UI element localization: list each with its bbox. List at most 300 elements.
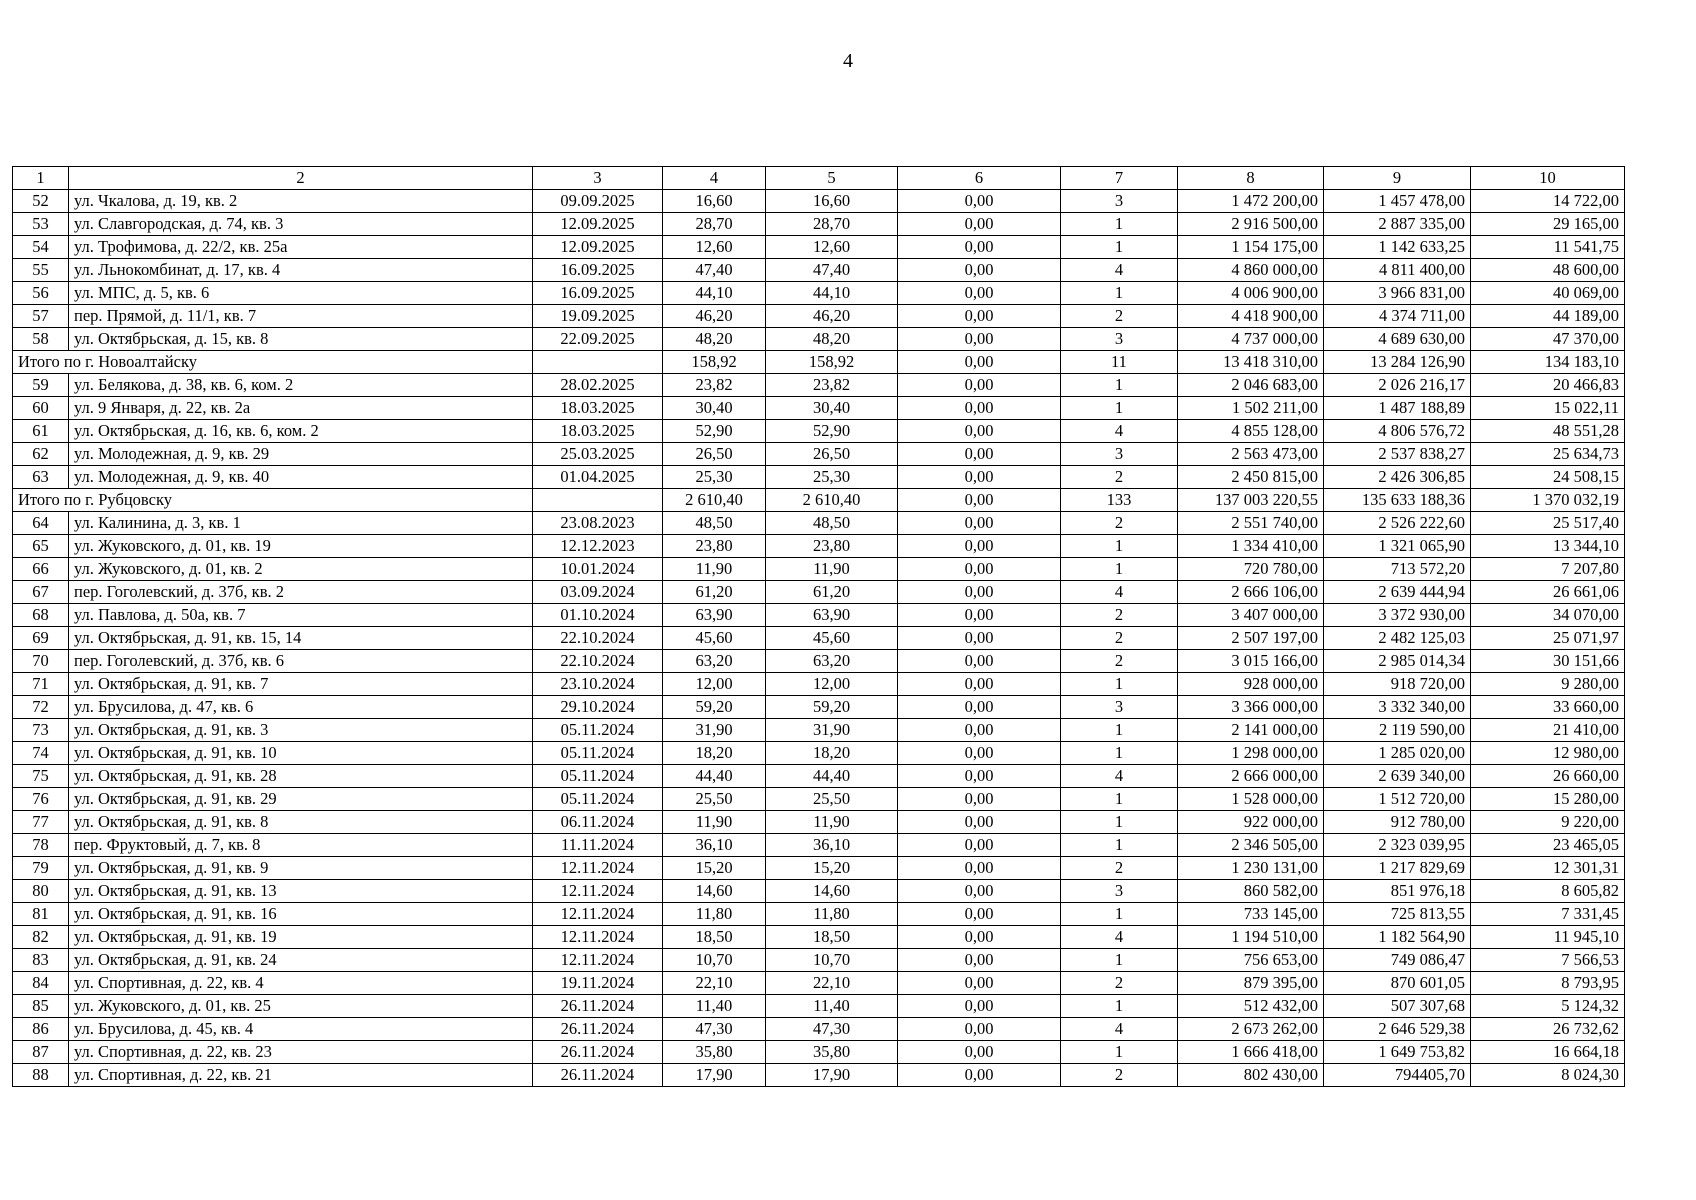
amount-cell: 3 332 340,00: [1324, 696, 1471, 719]
amount-cell: 47 370,00: [1471, 328, 1625, 351]
area-cell: 10,70: [663, 949, 766, 972]
area-cell: 46,20: [766, 305, 898, 328]
table-row: [13, 650, 1625, 673]
amount-cell: 25 517,40: [1471, 512, 1625, 535]
date-cell: 12.11.2024: [533, 926, 663, 949]
amount-cell: 860 582,00: [1178, 880, 1324, 903]
date-cell: 10.01.2024: [533, 558, 663, 581]
amount-cell: 4 374 711,00: [1324, 305, 1471, 328]
amount-cell: 9 220,00: [1471, 811, 1625, 834]
area-cell: 47,40: [766, 259, 898, 282]
area-cell: 18,50: [766, 926, 898, 949]
area-cell: 12,60: [766, 236, 898, 259]
amount-cell: 512 432,00: [1178, 995, 1324, 1018]
area-cell: 15,20: [766, 857, 898, 880]
amount-cell: 3 372 930,00: [1324, 604, 1471, 627]
amount-cell: 918 720,00: [1324, 673, 1471, 696]
amount-cell: 2 026 216,17: [1324, 374, 1471, 397]
area-cell: 35,80: [766, 1041, 898, 1064]
address-cell: ул. 9 Января, д. 22, кв. 2а: [69, 397, 533, 420]
value-cell: 0,00: [898, 328, 1061, 351]
value-cell: 0,00: [898, 788, 1061, 811]
area-cell: 47,30: [766, 1018, 898, 1041]
amount-cell: 1 321 065,90: [1324, 535, 1471, 558]
table-row: [13, 466, 1625, 489]
address-cell: пер. Гоголевский, д. 37б, кв. 6: [69, 650, 533, 673]
value-cell: 0,00: [898, 742, 1061, 765]
address-cell: ул. Молодежная, д. 9, кв. 40: [69, 466, 533, 489]
count-cell: 4: [1061, 1018, 1178, 1041]
amount-cell: 8 024,30: [1471, 1064, 1625, 1087]
row-number-cell: 52: [13, 190, 69, 213]
value-cell: 0,00: [898, 213, 1061, 236]
amount-cell: 725 813,55: [1324, 903, 1471, 926]
area-cell: 25,50: [766, 788, 898, 811]
amount-cell: 13 344,10: [1471, 535, 1625, 558]
row-number-cell: 74: [13, 742, 69, 765]
amount-cell: 2 985 014,34: [1324, 650, 1471, 673]
amount-cell: 749 086,47: [1324, 949, 1471, 972]
area-cell: 63,90: [766, 604, 898, 627]
row-number-cell: 84: [13, 972, 69, 995]
area-cell: 23,82: [766, 374, 898, 397]
area-cell: 52,90: [663, 420, 766, 443]
date-cell: 18.03.2025: [533, 420, 663, 443]
table-row: [13, 627, 1625, 650]
address-cell: пер. Гоголевский, д. 37б, кв. 2: [69, 581, 533, 604]
area-cell: 35,80: [663, 1041, 766, 1064]
area-cell: 48,20: [766, 328, 898, 351]
value-cell: 0,00: [898, 765, 1061, 788]
amount-cell: 21 410,00: [1471, 719, 1625, 742]
area-cell: 63,20: [663, 650, 766, 673]
table-row: [13, 236, 1625, 259]
row-number-cell: 77: [13, 811, 69, 834]
amount-cell: 4 811 400,00: [1324, 259, 1471, 282]
row-number-cell: 81: [13, 903, 69, 926]
amount-cell: 922 000,00: [1178, 811, 1324, 834]
area-cell: 22,10: [663, 972, 766, 995]
value-cell: 0,00: [898, 305, 1061, 328]
row-number-cell: 62: [13, 443, 69, 466]
table-row: [13, 880, 1625, 903]
subtotal-label: Итого по г. Новоалтайску: [13, 351, 533, 374]
count-cell: 4: [1061, 765, 1178, 788]
table-row: [13, 443, 1625, 466]
amount-cell: 24 508,15: [1471, 466, 1625, 489]
amount-cell: 26 732,62: [1471, 1018, 1625, 1041]
amount-cell: 2 916 500,00: [1178, 213, 1324, 236]
column-header: 9: [1324, 167, 1471, 190]
area-cell: 23,80: [766, 535, 898, 558]
amount-cell: 34 070,00: [1471, 604, 1625, 627]
address-cell: пер. Фруктовый, д. 7, кв. 8: [69, 834, 533, 857]
amount-cell: 20 466,83: [1471, 374, 1625, 397]
amount-cell: 8 605,82: [1471, 880, 1625, 903]
count-cell: 2: [1061, 466, 1178, 489]
table-row: [13, 972, 1625, 995]
area-cell: 59,20: [663, 696, 766, 719]
address-cell: ул. Брусилова, д. 45, кв. 4: [69, 1018, 533, 1041]
value-cell: 0,00: [898, 811, 1061, 834]
area-cell: 44,40: [766, 765, 898, 788]
area-cell: 26,50: [766, 443, 898, 466]
area-cell: 25,30: [766, 466, 898, 489]
value-cell: 0,00: [898, 972, 1061, 995]
page-number: 4: [843, 50, 853, 72]
amount-cell: 2 482 125,03: [1324, 627, 1471, 650]
amount-cell: 137 003 220,55: [1178, 489, 1324, 512]
date-cell: 16.09.2025: [533, 282, 663, 305]
amount-cell: 25 071,97: [1471, 627, 1625, 650]
amount-cell: 4 860 000,00: [1178, 259, 1324, 282]
amount-cell: 1 142 633,25: [1324, 236, 1471, 259]
amount-cell: 4 689 630,00: [1324, 328, 1471, 351]
table-row: [13, 903, 1625, 926]
amount-cell: 3 366 000,00: [1178, 696, 1324, 719]
amount-cell: 2 323 039,95: [1324, 834, 1471, 857]
date-cell: 26.11.2024: [533, 1018, 663, 1041]
amount-cell: 30 151,66: [1471, 650, 1625, 673]
address-cell: ул. Октябрьская, д. 91, кв. 16: [69, 903, 533, 926]
amount-cell: 9 280,00: [1471, 673, 1625, 696]
address-cell: ул. Октябрьская, д. 91, кв. 3: [69, 719, 533, 742]
count-cell: 3: [1061, 696, 1178, 719]
amount-cell: 2 346 505,00: [1178, 834, 1324, 857]
value-cell: 0,00: [898, 397, 1061, 420]
amount-cell: 4 737 000,00: [1178, 328, 1324, 351]
amount-cell: 8 793,95: [1471, 972, 1625, 995]
row-number-cell: 86: [13, 1018, 69, 1041]
count-cell: 1: [1061, 558, 1178, 581]
table-row: [13, 259, 1625, 282]
row-number-cell: 79: [13, 857, 69, 880]
table-row: [13, 949, 1625, 972]
count-cell: 2: [1061, 627, 1178, 650]
amount-cell: 25 634,73: [1471, 443, 1625, 466]
count-cell: 1: [1061, 535, 1178, 558]
address-cell: ул. Жуковского, д. 01, кв. 19: [69, 535, 533, 558]
area-cell: 18,20: [663, 742, 766, 765]
value-cell: 0,00: [898, 1064, 1061, 1087]
value-cell: 0,00: [898, 351, 1061, 374]
address-cell: ул. Льнокомбинат, д. 17, кв. 4: [69, 259, 533, 282]
area-cell: 25,50: [663, 788, 766, 811]
address-cell: ул. Белякова, д. 38, кв. 6, ком. 2: [69, 374, 533, 397]
area-cell: 2 610,40: [766, 489, 898, 512]
row-number-cell: 78: [13, 834, 69, 857]
count-cell: 2: [1061, 604, 1178, 627]
amount-cell: 12 980,00: [1471, 742, 1625, 765]
value-cell: 0,00: [898, 650, 1061, 673]
area-cell: 25,30: [663, 466, 766, 489]
amount-cell: 2 046 683,00: [1178, 374, 1324, 397]
amount-cell: 733 145,00: [1178, 903, 1324, 926]
value-cell: 0,00: [898, 374, 1061, 397]
count-cell: 1: [1061, 282, 1178, 305]
row-number-cell: 83: [13, 949, 69, 972]
value-cell: 0,00: [898, 604, 1061, 627]
subtotal-label: Итого по г. Рубцовску: [13, 489, 533, 512]
date-cell: [533, 351, 663, 374]
address-cell: ул. Спортивная, д. 22, кв. 21: [69, 1064, 533, 1087]
row-number-cell: 64: [13, 512, 69, 535]
value-cell: 0,00: [898, 512, 1061, 535]
column-header: 7: [1061, 167, 1178, 190]
address-cell: ул. Трофимова, д. 22/2, кв. 25а: [69, 236, 533, 259]
address-cell: ул. Калинина, д. 3, кв. 1: [69, 512, 533, 535]
table-row: [13, 328, 1625, 351]
amount-cell: 5 124,32: [1471, 995, 1625, 1018]
address-cell: ул. МПС, д. 5, кв. 6: [69, 282, 533, 305]
count-cell: 1: [1061, 788, 1178, 811]
area-cell: 45,60: [766, 627, 898, 650]
table-row: [13, 374, 1625, 397]
area-cell: 14,60: [766, 880, 898, 903]
area-cell: 31,90: [663, 719, 766, 742]
value-cell: 0,00: [898, 627, 1061, 650]
amount-cell: 134 183,10: [1471, 351, 1625, 374]
row-number-cell: 65: [13, 535, 69, 558]
area-cell: 17,90: [663, 1064, 766, 1087]
date-cell: 25.03.2025: [533, 443, 663, 466]
count-cell: 3: [1061, 328, 1178, 351]
amount-cell: 1 528 000,00: [1178, 788, 1324, 811]
table-row: [13, 1064, 1625, 1087]
count-cell: 4: [1061, 259, 1178, 282]
value-cell: 0,00: [898, 259, 1061, 282]
area-cell: 44,10: [766, 282, 898, 305]
amount-cell: 4 418 900,00: [1178, 305, 1324, 328]
date-cell: 12.11.2024: [533, 880, 663, 903]
amount-cell: 40 069,00: [1471, 282, 1625, 305]
row-number-cell: 59: [13, 374, 69, 397]
count-cell: 2: [1061, 972, 1178, 995]
area-cell: 11,40: [663, 995, 766, 1018]
address-cell: ул. Октябрьская, д. 16, кв. 6, ком. 2: [69, 420, 533, 443]
amount-cell: 2 537 838,27: [1324, 443, 1471, 466]
table-row: [13, 926, 1625, 949]
row-number-cell: 56: [13, 282, 69, 305]
area-cell: 52,90: [766, 420, 898, 443]
area-cell: 158,92: [663, 351, 766, 374]
date-cell: 03.09.2024: [533, 581, 663, 604]
value-cell: 0,00: [898, 282, 1061, 305]
count-cell: 1: [1061, 236, 1178, 259]
value-cell: 0,00: [898, 834, 1061, 857]
amount-cell: 912 780,00: [1324, 811, 1471, 834]
table-row: [13, 282, 1625, 305]
column-header: 8: [1178, 167, 1324, 190]
amount-cell: 7 331,45: [1471, 903, 1625, 926]
date-cell: 19.11.2024: [533, 972, 663, 995]
amount-cell: 7 566,53: [1471, 949, 1625, 972]
table-row: [13, 1018, 1625, 1041]
row-number-cell: 80: [13, 880, 69, 903]
amount-cell: 507 307,68: [1324, 995, 1471, 1018]
amount-cell: 2 119 590,00: [1324, 719, 1471, 742]
value-cell: 0,00: [898, 535, 1061, 558]
value-cell: 0,00: [898, 903, 1061, 926]
row-number-cell: 73: [13, 719, 69, 742]
area-cell: 61,20: [766, 581, 898, 604]
value-cell: 0,00: [898, 995, 1061, 1018]
table-row: [13, 558, 1625, 581]
area-cell: 47,40: [663, 259, 766, 282]
date-cell: 26.11.2024: [533, 1064, 663, 1087]
amount-cell: 14 722,00: [1471, 190, 1625, 213]
amount-cell: 23 465,05: [1471, 834, 1625, 857]
date-cell: 18.03.2025: [533, 397, 663, 420]
table-row: [13, 512, 1625, 535]
count-cell: 2: [1061, 1064, 1178, 1087]
area-cell: 18,50: [663, 926, 766, 949]
count-cell: 133: [1061, 489, 1178, 512]
amount-cell: 851 976,18: [1324, 880, 1471, 903]
area-cell: 15,20: [663, 857, 766, 880]
value-cell: 0,00: [898, 880, 1061, 903]
date-cell: 29.10.2024: [533, 696, 663, 719]
amount-cell: 2 551 740,00: [1178, 512, 1324, 535]
date-cell: 12.12.2023: [533, 535, 663, 558]
amount-cell: 1 512 720,00: [1324, 788, 1471, 811]
count-cell: 3: [1061, 443, 1178, 466]
area-cell: 59,20: [766, 696, 898, 719]
row-number-cell: 60: [13, 397, 69, 420]
value-cell: 0,00: [898, 673, 1061, 696]
amount-cell: 794405,70: [1324, 1064, 1471, 1087]
amount-cell: 2 673 262,00: [1178, 1018, 1324, 1041]
amount-cell: 713 572,20: [1324, 558, 1471, 581]
count-cell: 3: [1061, 190, 1178, 213]
value-cell: 0,00: [898, 420, 1061, 443]
amount-cell: 7 207,80: [1471, 558, 1625, 581]
address-cell: ул. Октябрьская, д. 91, кв. 28: [69, 765, 533, 788]
amount-cell: 13 418 310,00: [1178, 351, 1324, 374]
amount-cell: 15 280,00: [1471, 788, 1625, 811]
count-cell: 1: [1061, 397, 1178, 420]
address-cell: ул. Чкалова, д. 19, кв. 2: [69, 190, 533, 213]
address-cell: ул. Павлова, д. 50а, кв. 7: [69, 604, 533, 627]
area-cell: 12,60: [663, 236, 766, 259]
area-cell: 16,60: [766, 190, 898, 213]
value-cell: 0,00: [898, 1041, 1061, 1064]
amount-cell: 2 426 306,85: [1324, 466, 1471, 489]
count-cell: 1: [1061, 673, 1178, 696]
amount-cell: 1 334 410,00: [1178, 535, 1324, 558]
date-cell: 01.04.2025: [533, 466, 663, 489]
area-cell: 17,90: [766, 1064, 898, 1087]
count-cell: 4: [1061, 581, 1178, 604]
subtotal-row: [13, 351, 1625, 374]
count-cell: 1: [1061, 995, 1178, 1018]
count-cell: 1: [1061, 374, 1178, 397]
value-cell: 0,00: [898, 949, 1061, 972]
date-cell: 28.02.2025: [533, 374, 663, 397]
value-cell: 0,00: [898, 236, 1061, 259]
count-cell: 1: [1061, 811, 1178, 834]
amount-cell: 2 526 222,60: [1324, 512, 1471, 535]
amount-cell: 1 502 211,00: [1178, 397, 1324, 420]
table-row: [13, 213, 1625, 236]
row-number-cell: 70: [13, 650, 69, 673]
area-cell: 28,70: [766, 213, 898, 236]
amount-cell: 1 472 200,00: [1178, 190, 1324, 213]
date-cell: 09.09.2025: [533, 190, 663, 213]
area-cell: 47,30: [663, 1018, 766, 1041]
area-cell: 26,50: [663, 443, 766, 466]
amount-cell: 879 395,00: [1178, 972, 1324, 995]
count-cell: 1: [1061, 903, 1178, 926]
area-cell: 18,20: [766, 742, 898, 765]
row-number-cell: 69: [13, 627, 69, 650]
value-cell: 0,00: [898, 696, 1061, 719]
amount-cell: 1 487 188,89: [1324, 397, 1471, 420]
column-header: 6: [898, 167, 1061, 190]
address-cell: пер. Прямой, д. 11/1, кв. 7: [69, 305, 533, 328]
date-cell: 12.11.2024: [533, 857, 663, 880]
address-cell: ул. Октябрьская, д. 91, кв. 9: [69, 857, 533, 880]
address-cell: ул. Октябрьская, д. 91, кв. 24: [69, 949, 533, 972]
area-cell: 36,10: [663, 834, 766, 857]
table-row: [13, 788, 1625, 811]
row-number-cell: 87: [13, 1041, 69, 1064]
column-number-row: [13, 167, 1625, 190]
area-cell: 11,90: [766, 811, 898, 834]
amount-cell: 3 407 000,00: [1178, 604, 1324, 627]
housing-registry-table: [12, 166, 1625, 1087]
amount-cell: 1 370 032,19: [1471, 489, 1625, 512]
amount-cell: 1 298 000,00: [1178, 742, 1324, 765]
amount-cell: 1 182 564,90: [1324, 926, 1471, 949]
table-row: [13, 190, 1625, 213]
value-cell: 0,00: [898, 443, 1061, 466]
row-number-cell: 54: [13, 236, 69, 259]
column-header: 4: [663, 167, 766, 190]
amount-cell: 720 780,00: [1178, 558, 1324, 581]
row-number-cell: 67: [13, 581, 69, 604]
count-cell: 3: [1061, 880, 1178, 903]
date-cell: 22.09.2025: [533, 328, 663, 351]
amount-cell: 26 661,06: [1471, 581, 1625, 604]
address-cell: ул. Спортивная, д. 22, кв. 4: [69, 972, 533, 995]
amount-cell: 12 301,31: [1471, 857, 1625, 880]
amount-cell: 135 633 188,36: [1324, 489, 1471, 512]
amount-cell: 1 154 175,00: [1178, 236, 1324, 259]
amount-cell: 1 285 020,00: [1324, 742, 1471, 765]
amount-cell: 13 284 126,90: [1324, 351, 1471, 374]
amount-cell: 1 457 478,00: [1324, 190, 1471, 213]
value-cell: 0,00: [898, 1018, 1061, 1041]
address-cell: ул. Октябрьская, д. 91, кв. 13: [69, 880, 533, 903]
row-number-cell: 63: [13, 466, 69, 489]
count-cell: 2: [1061, 512, 1178, 535]
area-cell: 158,92: [766, 351, 898, 374]
count-cell: 1: [1061, 213, 1178, 236]
date-cell: 11.11.2024: [533, 834, 663, 857]
table-body: [13, 190, 1625, 1087]
address-cell: ул. Брусилова, д. 47, кв. 6: [69, 696, 533, 719]
amount-cell: 1 217 829,69: [1324, 857, 1471, 880]
date-cell: 12.11.2024: [533, 949, 663, 972]
column-header: 10: [1471, 167, 1625, 190]
area-cell: 12,00: [663, 673, 766, 696]
area-cell: 48,20: [663, 328, 766, 351]
count-cell: 2: [1061, 650, 1178, 673]
area-cell: 16,60: [663, 190, 766, 213]
date-cell: 05.11.2024: [533, 742, 663, 765]
amount-cell: 4 855 128,00: [1178, 420, 1324, 443]
